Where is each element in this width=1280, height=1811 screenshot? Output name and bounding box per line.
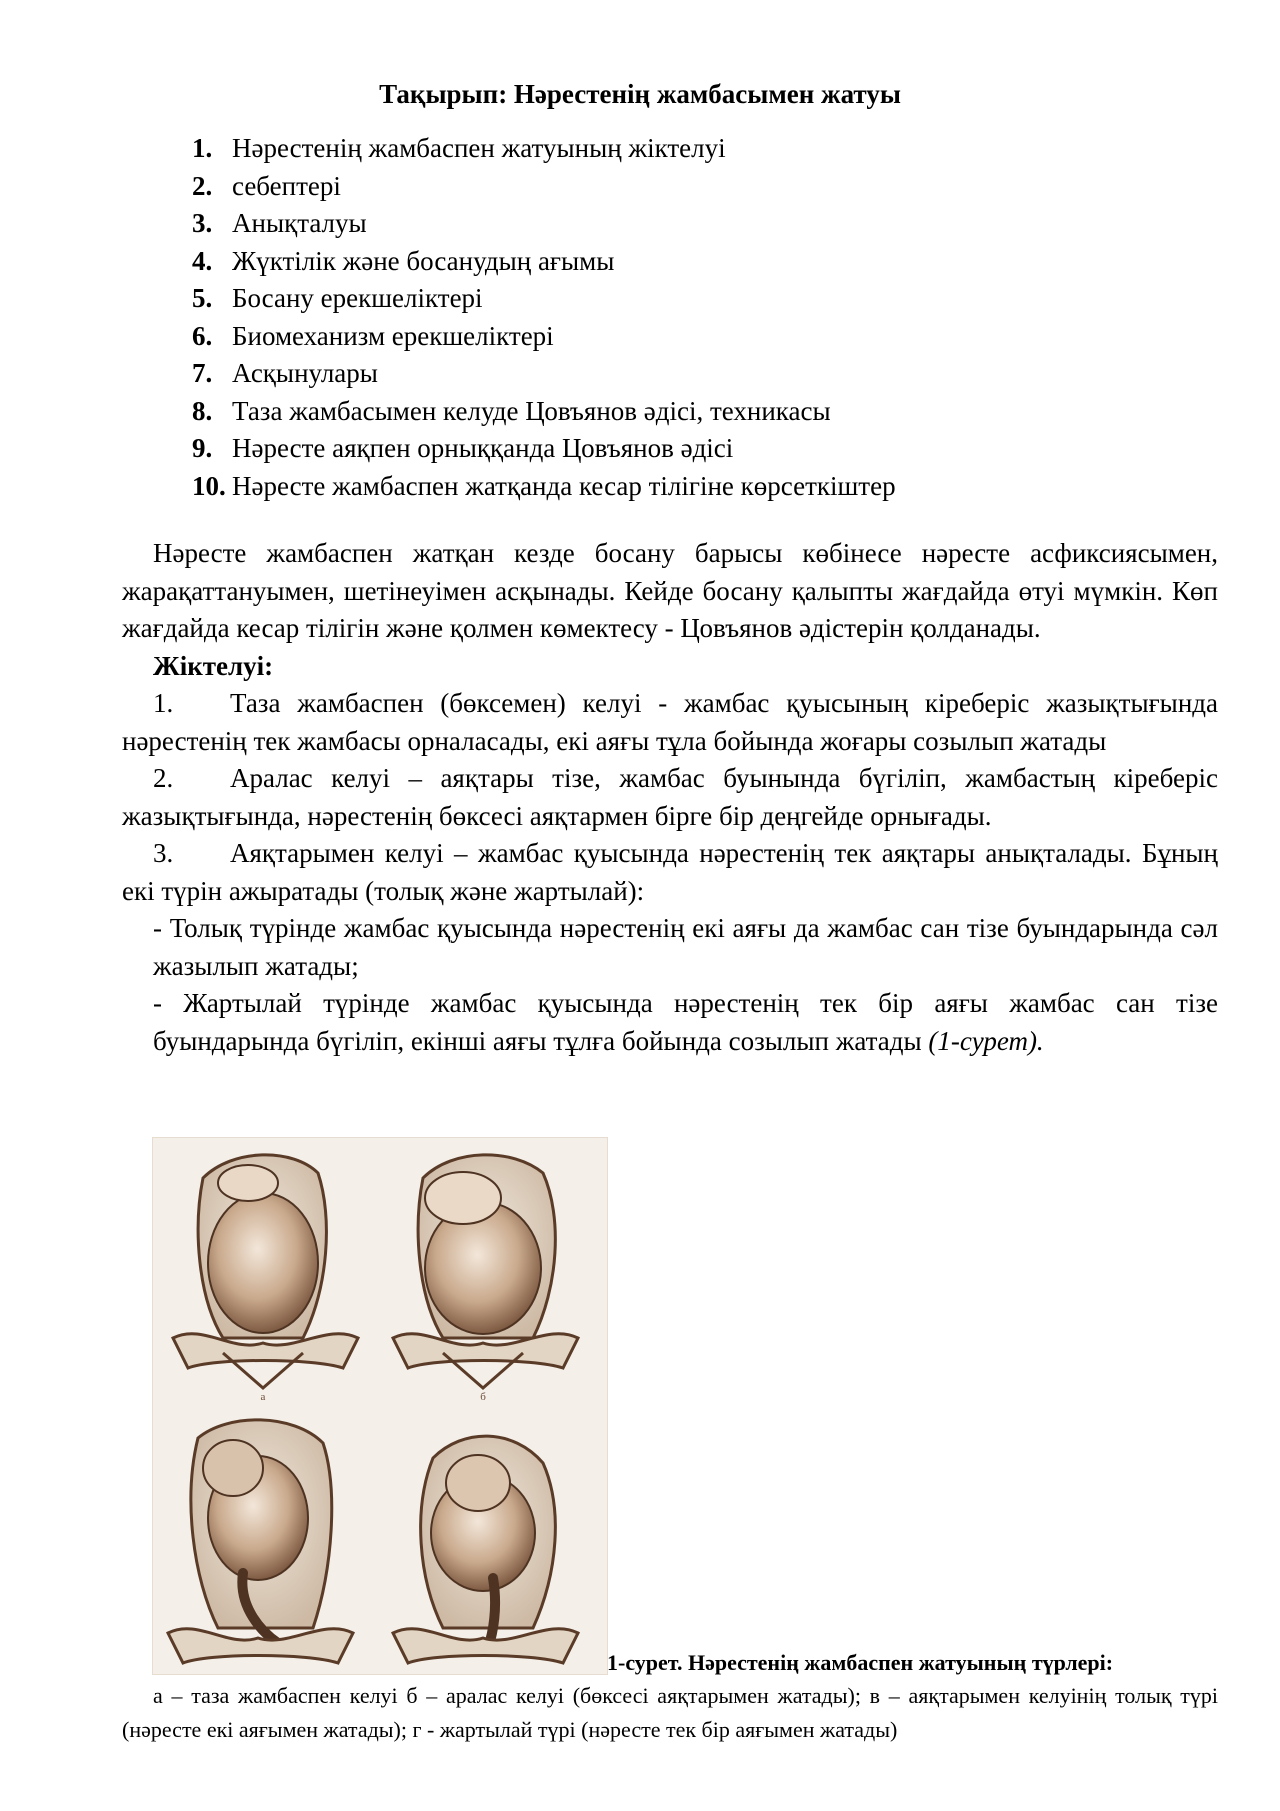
panel-c [168,1420,353,1663]
list-item-number: 9. [192,433,213,463]
classification-item [122,835,1218,910]
panel-b [393,1155,578,1403]
classification-item-text: Аралас келуі – аяқтары тізе, жамбас буынында бүгіліп, жамбастың кіреберіс жазықтығында, нәрестенің бөксесі аяқтармен бірге бір деңгейде орнығады. [122,763,1218,831]
subtype-item [122,985,1218,1060]
list-item-text: Анықталуы [232,208,367,238]
classification-item-number: 1. [153,688,174,718]
subtype-item [122,910,1218,985]
page-title: Тақырып: Нәрестенің жамбасымен жатуы [379,79,901,109]
list-item [192,355,896,393]
figure-reference: (1-сурет). [928,1025,1044,1056]
classification-item-text: Аяқтарымен келуі – жамбас қуысында нәрестенің тек аяқтары анықталады. Бұның екі түрін ажыратады (толық және жартылай): [122,838,1218,906]
list-item-text: Таза жамбасымен келуде Цовъянов әдісі, техникасы [232,395,831,426]
list-item [192,168,896,206]
list-item-text: Босану ерекшеліктері [232,283,483,313]
figure-caption-title: 1-сурет. Нәрестенің жамбаспен жатуының түрлері: [607,1650,1114,1675]
list-item-number: 5. [192,283,213,313]
breech-illustration [153,1138,607,1674]
list-item-number: 4. [192,245,213,276]
classification-item-number: 2. [153,763,174,793]
list-item-text: Нәресте жамбаспен жатқанда кесар тілігіне көрсеткіштер [232,470,896,501]
list-item-text: Асқынулары [232,358,378,388]
classification-item-text: Таза жамбаспен (бөксемен) келуі - жамбас қуысының кіреберіс жазықтығында нәрестенің тек жамбасы орналасады, екі аяғы тұла бойында жоғары созылып жатады [122,688,1218,756]
list-item-text: Биомеханизм ерекшеліктері [232,320,554,351]
svg-text:б: б [480,1391,486,1403]
list-item [192,130,896,168]
breech-presentation-figure [152,1137,608,1675]
list-item-number: 3. [192,208,213,238]
figure-caption-text: а – таза жамбаспен келуі б – аралас келуі (бөксесі аяқтарымен жатады); в – аяқтарымен келуінің толық түрі (нәресте екі аяғымен жатады); г - жартылай түрі (нәресте тек бір аяғымен жатады) [122,1683,1218,1742]
list-item [192,393,896,431]
classification-item-number: 3. [153,838,174,868]
main-text [122,535,1218,1060]
subtype-item-text: - Жартылай түрінде жамбас қуысында нәрестенің тек бір аяғы жамбас сан тізе буындарында бүгіліп, екінші аяғы тұлға бойында созылып жатады [153,988,1218,1056]
list-item [192,430,896,468]
list-item-number: 2. [192,170,213,201]
list-item-text: Нәресте аяқпен орныққанда Цовъянов әдісі [232,433,734,463]
classification-item [122,685,1218,760]
list-item-text: себептері [232,170,341,201]
panel-a [173,1155,358,1403]
svg-text:а: а [260,1391,266,1403]
list-item-number: 8. [192,395,213,426]
list-item-number: 7. [192,358,213,388]
list-item-number: 1. [192,133,213,163]
list-item-text: Нәрестенің жамбаспен жатуының жіктелуі [232,133,726,163]
classification-item [122,760,1218,835]
intro-paragraph: Нәресте жамбаспен жатқан кезде босану барысы көбінесе нәресте асфиксиясымен, жарақаттануымен, шетінеуімен асқынады. Кейде босану қалыпты жағдайда өтуі мүмкін. Көп жағдайда кесар тілігін және қолмен көмектесу - Цовъянов әдістерін қолданады. [122,538,1218,643]
list-item [192,318,896,356]
topic-outline-list [192,130,896,505]
list-item-number: 6. [192,320,213,351]
list-item [192,243,896,281]
list-item-text: Жүктілік және босанудың ағымы [232,245,615,276]
list-item [192,468,896,506]
section-heading: Жіктелуі: [153,650,274,681]
list-item [192,205,896,243]
subtype-item-text: - Толық түрінде жамбас қуысында нәрестенің екі аяғы да жамбас сан тізе буындарында сәл жазылып жатады; [153,913,1218,981]
list-item-number: 10. [192,470,226,501]
list-item [192,280,896,318]
panel-d [393,1436,578,1663]
